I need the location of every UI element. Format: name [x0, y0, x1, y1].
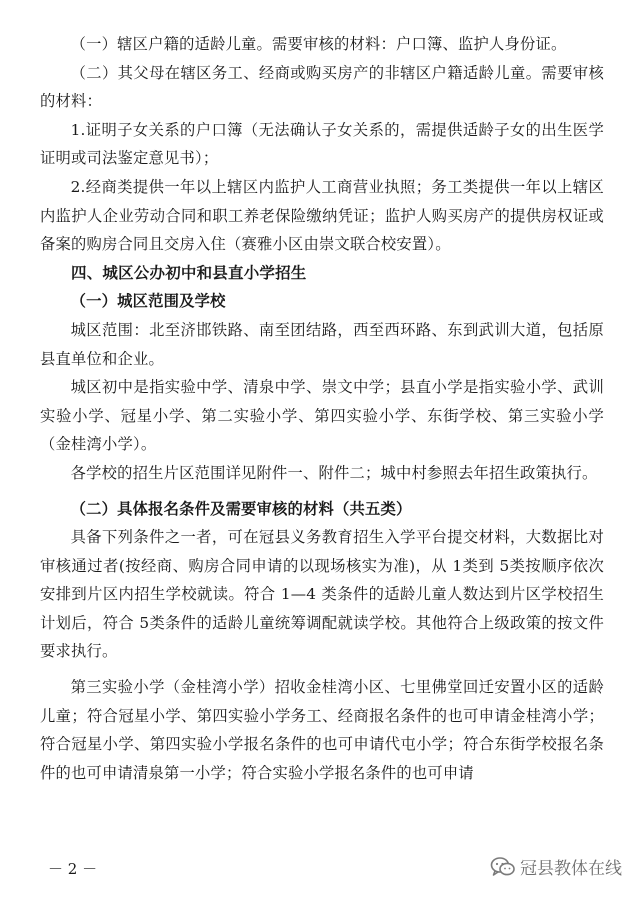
subsection-heading-2: （二）具体报名条件及需要审核的材料（共五类）: [70, 499, 412, 518]
paragraph-schools: 城区初中是指实验中学、清泉中学、崇文中学；县直小学是指实验小学、武训实验小学、冠星小学、第二实验小学、第四实验小学、东街学校、第三实验小学（金桂湾小学）。: [40, 378, 604, 454]
page-footer: [0, 852, 640, 892]
paragraph-school-allocation: 第三实验小学（金桂湾小学）招收金桂湾小区、七里佛堂回迁安置小区的适龄儿童；符合冠星小学、第四实验小学务工、经商报名条件的也可申请金桂湾小学；符合冠星小学、第四实验小学报名条件的也可申请代屯小学；符合东街学校报名条件的也可申请清泉第一小学；符合实验小学报名条件的也可申请: [40, 678, 604, 782]
section-heading-4: 四、城区公办初中和县直小学招生: [71, 263, 307, 282]
page-number: － 2 －: [48, 860, 98, 878]
paragraph-4: 2.经商类提供一年以上辖区内监护人工商营业执照；务工类提供一年以上辖区内监护人企业劳动合同和职工养老保险缴纳凭证；监护人购买房产的提供房权证或备案的购房合同且交房入住（赛雅小区由崇文联合校安置）。: [40, 177, 604, 254]
paragraph-3: 1.证明子女关系的户口簿（无法确认子女关系的，需提供适龄子女的出生医学证明或司法鉴定意见书）；: [40, 120, 604, 168]
paragraph-conditions: 具备下列条件之一者，可在冠县义务教育招生入学平台提交材料，大数据比对审核通过者(按经商、购房合同申请的以现场核实为准)，从 1类到 5类按顺序依次安排到片区内招生学校就读。符合 1—4 类条件的适龄儿童人数达到片区学校招生计划后，符合 5类条件的适龄儿童统筹调配就读学校。其他符合上级政策的按文件要求执行。: [40, 528, 604, 661]
paragraph-1: （一）辖区户籍的适龄儿童。需要审核的材料：户口簿、监护人身份证。: [70, 35, 567, 53]
paragraph-2: （二）其父母在辖区务工、经商或购买房产的非辖区户籍适龄儿童。需要审核的材料：: [40, 63, 604, 111]
paragraph-enrollment-zones: 各学校的招生片区范围详见附件一、附件二；城中村参照去年招生政策执行。: [70, 463, 598, 482]
paragraph-urban-area: 城区范围：北至济邯铁路、南至团结路，西至西环路、东到武训大道，包括原县直单位和企业。: [40, 320, 604, 368]
wechat-icon: [490, 856, 516, 878]
watermark-text: 冠县教体在线: [520, 859, 622, 879]
watermark: [490, 854, 622, 879]
subsection-heading-1: （一）城区范围及学校: [70, 292, 226, 311]
